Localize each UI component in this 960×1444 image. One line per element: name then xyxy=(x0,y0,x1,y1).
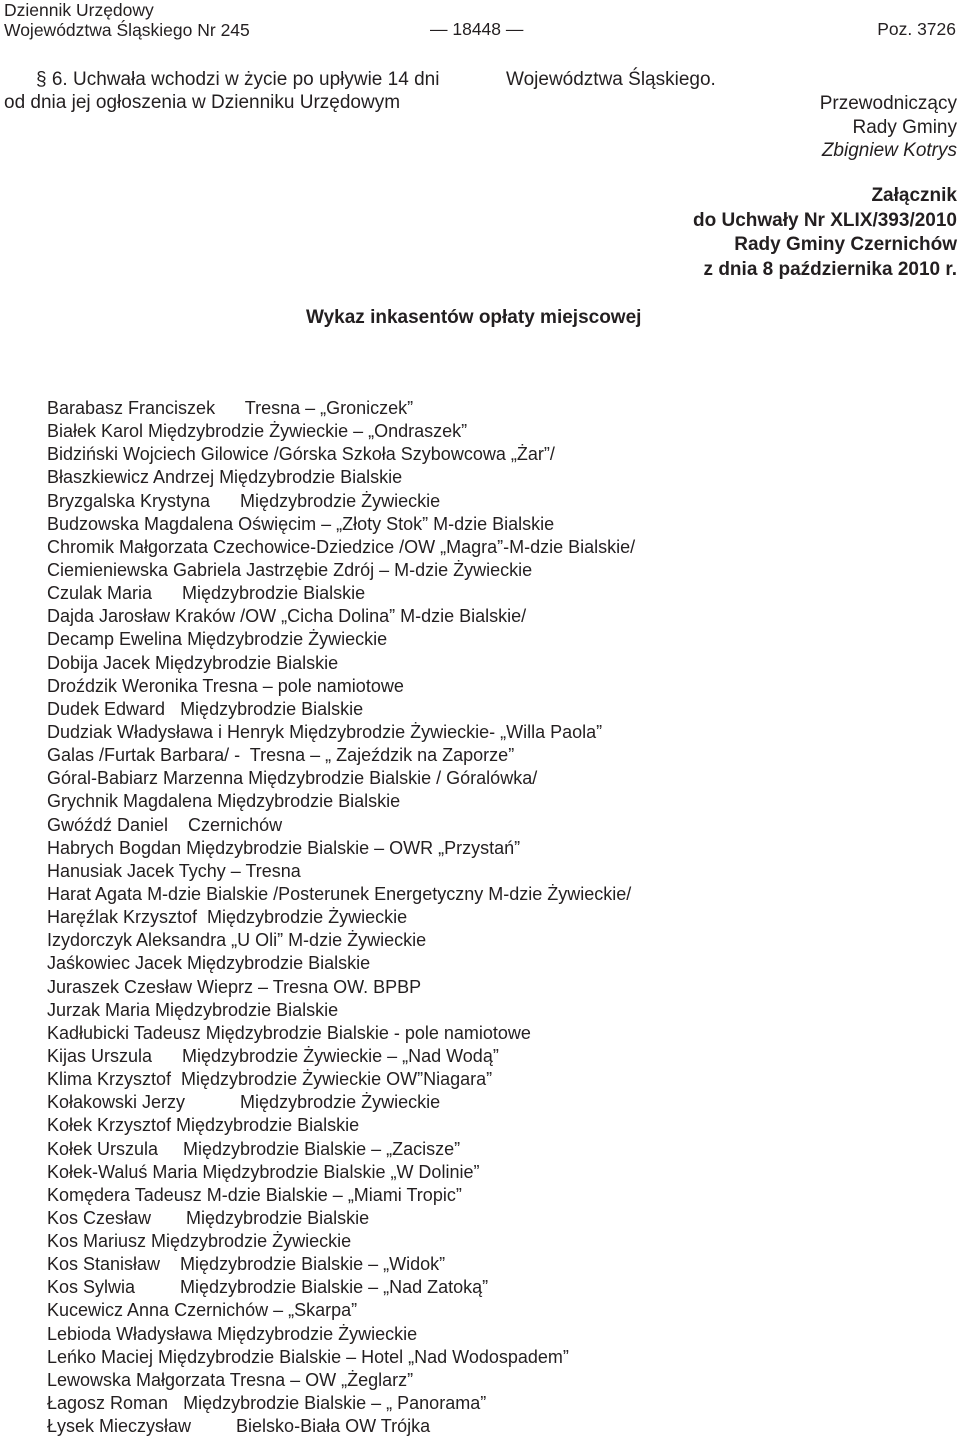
list-item-text: Łagosz Roman Międzybrodzie Bialskie – „ Panorama” xyxy=(47,1393,487,1414)
list-item-text: Jaśkowiec Jacek Międzybrodzie Bialskie xyxy=(47,953,371,974)
list-item-text: Kadłubicki Tadeusz Międzybrodzie Bialskie - pole namiotowe xyxy=(47,1022,531,1043)
list-item-text: Bryzgalska Krystyna Międzybrodzie Żywieckie xyxy=(47,490,441,511)
list-item-text: Kos Mariusz Międzybrodzie Żywieckie xyxy=(47,1231,352,1252)
position-number: Poz. 3726 xyxy=(877,19,956,39)
list-item-text: Łysek Mieczysław Bielsko-Biała OW Trójka xyxy=(47,1416,431,1437)
list-item-text: Budzowska Magdalena Oświęcim – „Złoty Stok” M-dzie Bialskie xyxy=(47,513,555,534)
signature-block xyxy=(820,92,957,163)
list-item-text: Juraszek Czesław Wieprz – Tresna OW. BPBP xyxy=(47,976,422,997)
journal-header xyxy=(4,0,250,40)
list-item-text: Lebioda Władysława Międzybrodzie Żywieckie xyxy=(47,1323,418,1344)
signature-role-2: Rady Gminy xyxy=(852,116,957,138)
list-item-text: Leńko Maciej Międzybrodzie Bialskie – Hotel „Nad Wodospadem” xyxy=(47,1346,569,1367)
annex-title: Załącznik xyxy=(871,185,957,206)
page-number: — 18448 — xyxy=(430,19,524,39)
list-item-text: Dudek Edward Międzybrodzie Bialskie xyxy=(47,698,364,719)
list-item-text: Kos Sylwia Międzybrodzie Bialskie – „Nad Zatoką” xyxy=(47,1277,489,1298)
signature-name: Zbigniew Kotrys xyxy=(821,140,957,161)
list-title: Wykaz inkasentów opłaty miejscowej xyxy=(306,307,642,328)
list-item-text: Ciemieniewska Gabriela Jastrzębie Zdrój – M-dzie Żywieckie xyxy=(47,559,533,580)
annex-line-3: z dnia 8 października 2010 r. xyxy=(703,258,957,280)
list-item-text: Dudziak Władysława i Henryk Międzybrodzie Żywieckie- „Willa Paola” xyxy=(47,721,603,742)
list-item-text: Kucewicz Anna Czernichów – „Skarpa” xyxy=(47,1300,358,1321)
list-item-text: Kołek-Waluś Maria Międzybrodzie Bialskie „W Dolinie” xyxy=(47,1161,480,1182)
list-item-text: Haręźlak Krzysztof Międzybrodzie Żywieckie xyxy=(47,907,408,928)
list-item-text: Błaszkiewicz Andrzej Międzybrodzie Bialskie xyxy=(47,467,403,488)
annex-line-1: do Uchwały Nr XLIX/393/2010 xyxy=(692,209,957,231)
list-item-text: Dobija Jacek Międzybrodzie Bialskie xyxy=(47,652,339,673)
list-item-text: Kołek Krzysztof Międzybrodzie Bialskie xyxy=(47,1115,360,1136)
list-item-text: Czulak Maria Międzybrodzie Bialskie xyxy=(47,583,366,604)
list-item-text: Harat Agata M-dzie Bialskie /Posterunek Energetyczny M-dzie Żywieckie/ xyxy=(47,883,632,904)
list-item-text: Kołakowski Jerzy Międzybrodzie Żywieckie xyxy=(47,1092,441,1113)
list-item-text: Góral-Babiarz Marzenna Międzybrodzie Bialskie / Góralówka/ xyxy=(47,768,538,789)
list-item-text: Habrych Bogdan Międzybrodzie Bialskie – OWR „Przystań” xyxy=(47,837,521,858)
list-item-text: Komędera Tadeusz M-dzie Bialskie – „Miami Tropic” xyxy=(47,1184,462,1205)
list-item-text: Jurzak Maria Międzybrodzie Bialskie xyxy=(47,999,339,1020)
closing-paragraph xyxy=(4,68,460,114)
list-item-text: Klima Krzysztof Międzybrodzie Żywieckie OW”Niagara” xyxy=(47,1069,493,1090)
annex-heading xyxy=(693,184,957,282)
list-item-text: Chromik Małgorzata Czechowice-Dziedzice /OW „Magra”-M-dzie Bialskie/ xyxy=(47,536,636,557)
journal-issue: Województwa Śląskiego Nr 245 xyxy=(4,20,250,40)
list-item-text: Grychnik Magdalena Międzybrodzie Bialskie xyxy=(47,791,401,812)
journal-title: Dziennik Urzędowy xyxy=(4,0,154,20)
list-item-text: Kijas Urszula Międzybrodzie Żywieckie – „Nad Wodą” xyxy=(47,1045,499,1066)
list-item-text: Dajda Jarosław Kraków /OW „Cicha Dolina” M-dzie Bialskie/ xyxy=(47,606,527,627)
signature-role-1: Przewodniczący xyxy=(819,93,957,114)
list-item-text: Gwóźdź Daniel Czernichów xyxy=(47,814,283,835)
paragraph-line-2: od dnia jej ogłoszenia w Dzienniku Urzędowym xyxy=(4,92,401,113)
list-item-text: Lewowska Małgorzata Tresna – OW „Żeglarz” xyxy=(47,1369,414,1390)
paragraph-continuation: Województwa Śląskiego. xyxy=(506,69,716,90)
list-item-text: Barabasz Franciszek Tresna – „Groniczek” xyxy=(47,398,414,418)
annex-line-2: Rady Gminy Czernichów xyxy=(734,234,957,255)
list-item-text: Białek Karol Międzybrodzie Żywieckie – „Ondraszek” xyxy=(47,421,468,442)
list-item-text: Droździk Weronika Tresna – pole namiotowe xyxy=(47,675,404,696)
list-item-text: Kos Czesław Międzybrodzie Bialskie xyxy=(47,1207,370,1228)
list-item-text: Kos Stanisław Międzybrodzie Bialskie – „Widok” xyxy=(47,1254,446,1275)
list-item-text: Kołek Urszula Międzybrodzie Bialskie – „Zacisze” xyxy=(47,1138,461,1159)
list-item-text: Bidziński Wojciech Gilowice /Górska Szkoła Szybowcowa „Żar”/ xyxy=(47,444,555,465)
list-item-text: Izydorczyk Aleksandra „U Oli” M-dzie Żywieckie xyxy=(47,930,427,951)
list-item-text: Galas /Furtak Barbara/ - Tresna – „ Zajeździk na Zaporze” xyxy=(47,745,515,766)
list-item-text: Decamp Ewelina Międzybrodzie Żywieckie xyxy=(47,629,388,650)
paragraph-line-1: § 6. Uchwała wchodzi w życie po upływie 14 dni xyxy=(36,69,440,90)
list-item-text: Hanusiak Jacek Tychy – Tresna xyxy=(47,860,301,881)
